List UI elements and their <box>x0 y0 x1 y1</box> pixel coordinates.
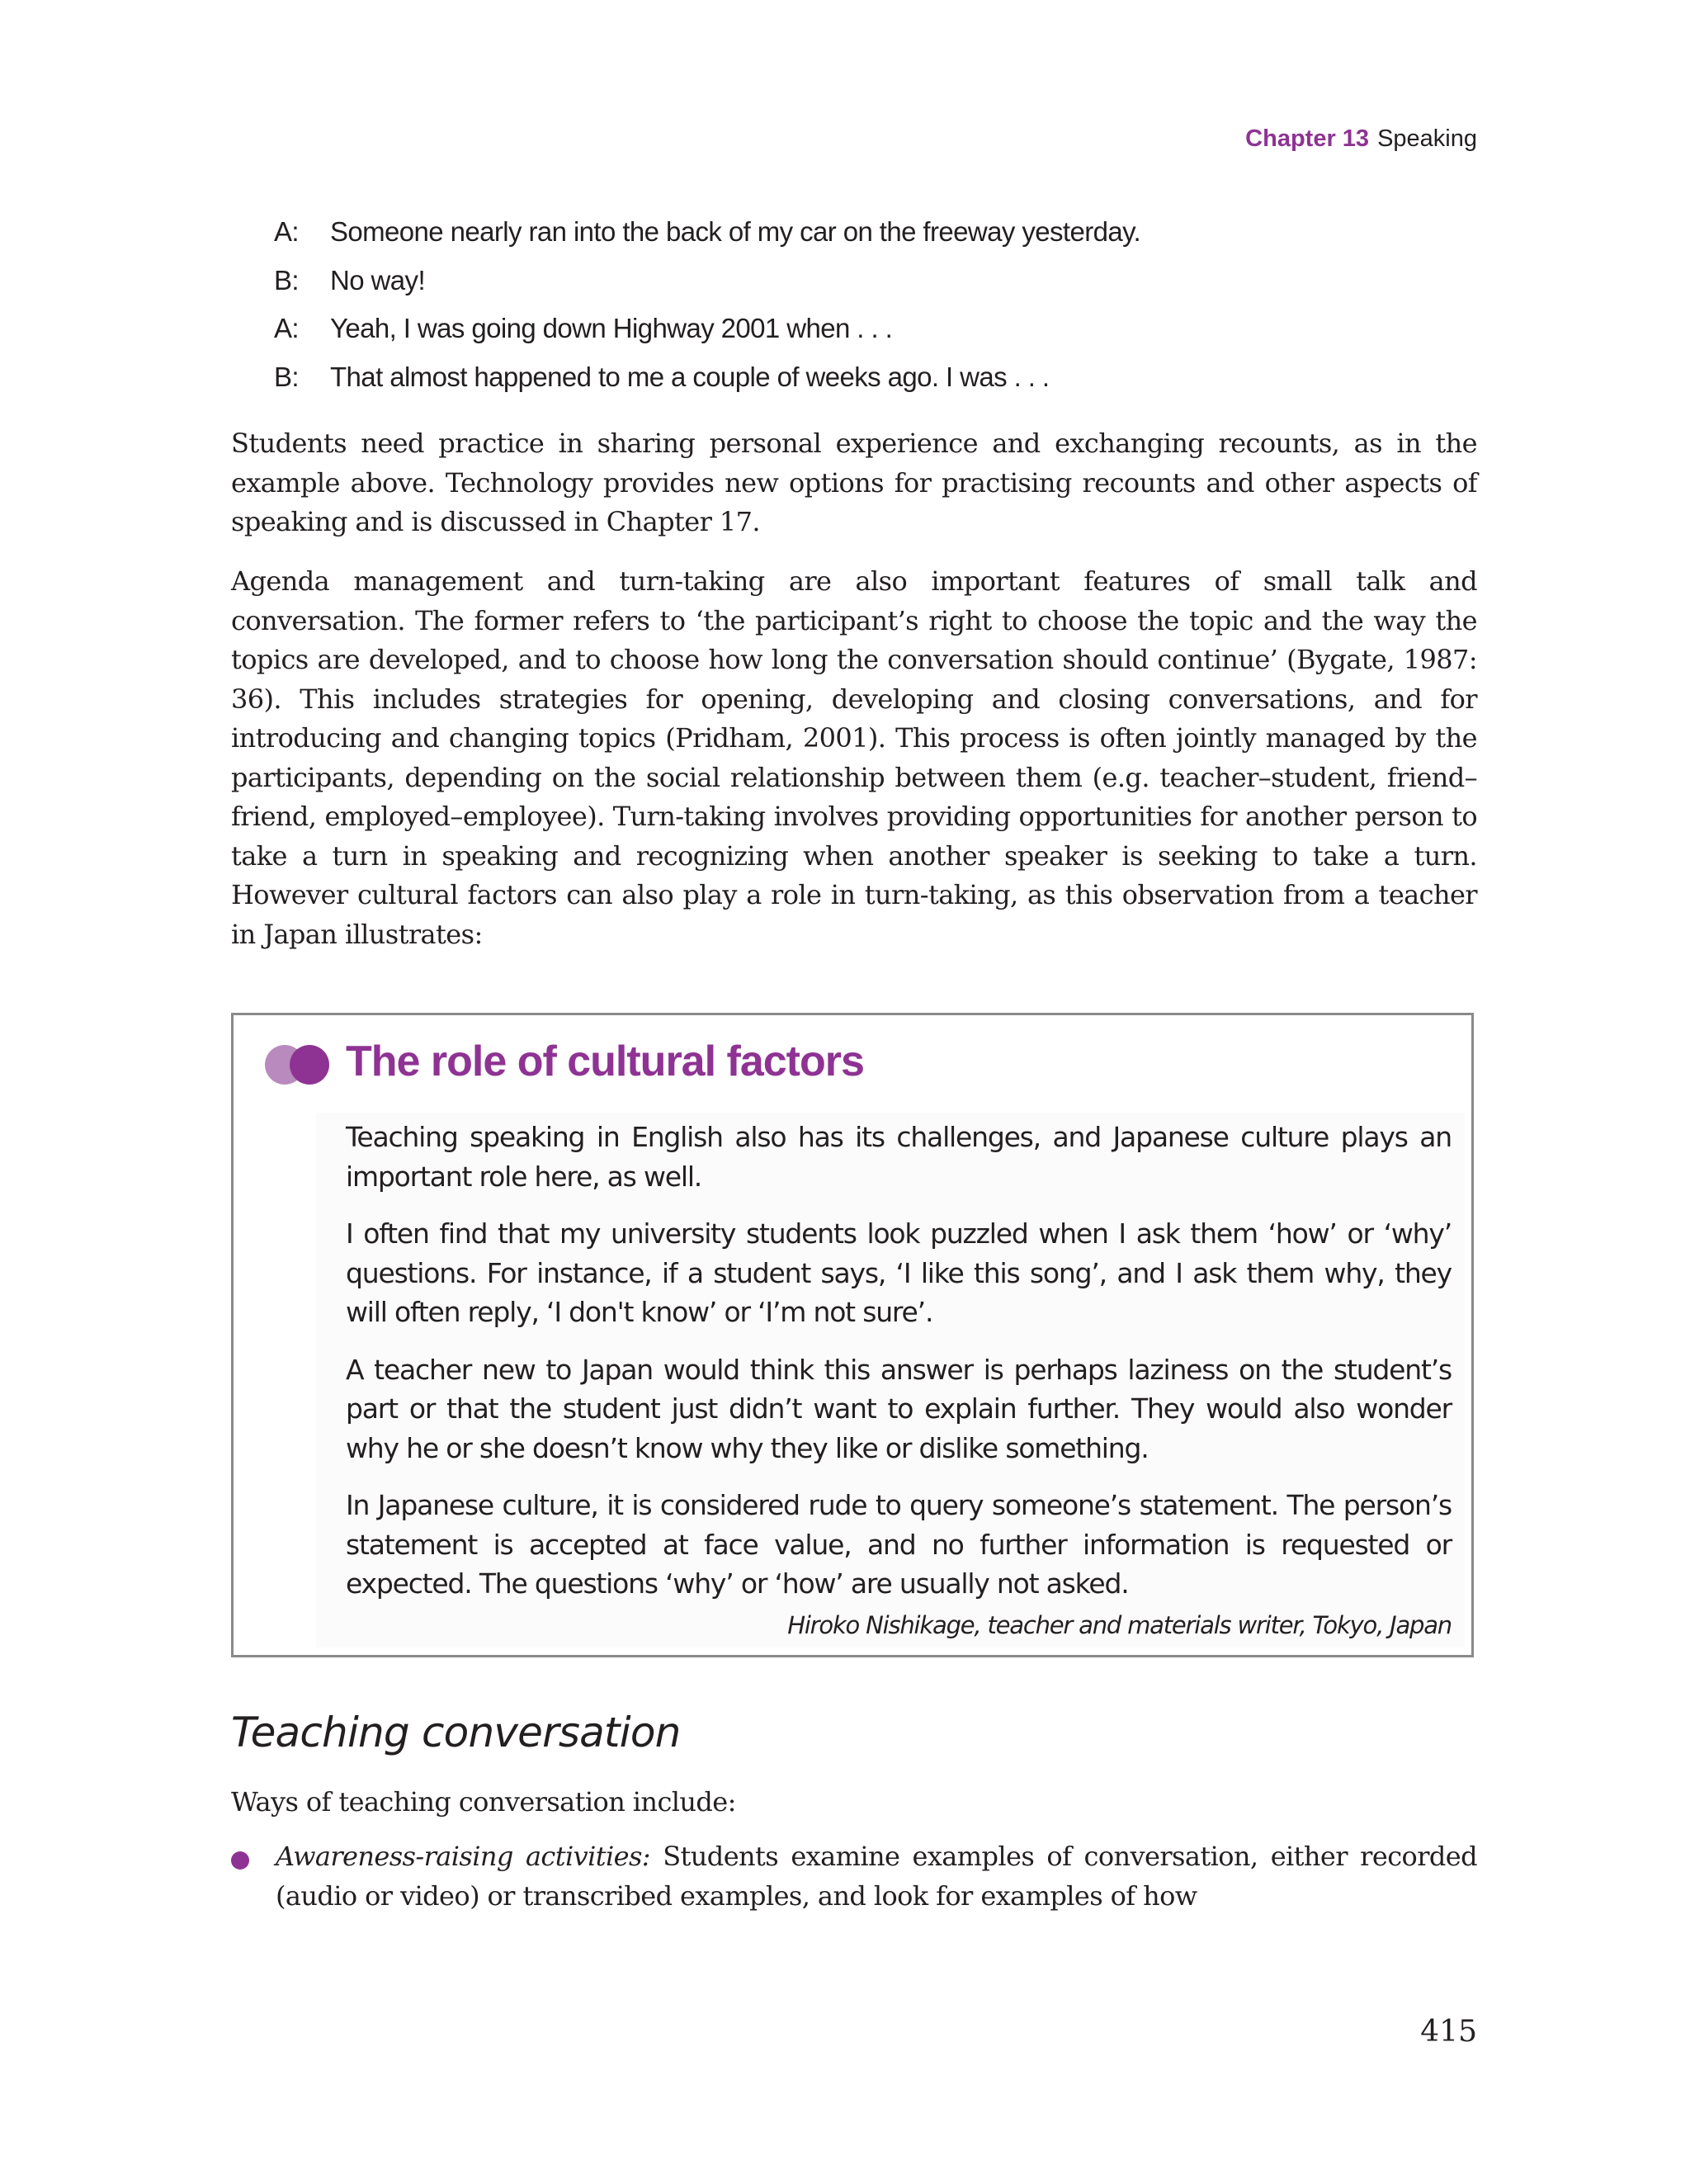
box-paragraph: Teaching speaking in English also has its challenges, and Japanese culture plays an important role here, as well. <box>346 1121 1452 1193</box>
cultural-factors-box <box>231 1013 1474 1657</box>
dialogue-text: No way! <box>330 264 426 295</box>
box-paragraph: I often find that my university students look puzzled when I ask them ‘how’ or ‘why’ questions. For instance, if a student says, ‘I like this song’, and I ask them why, they will often reply, ‘I don't know’ or ‘I’m not sure’. <box>346 1217 1452 1328</box>
speaker-label: B: <box>274 264 299 295</box>
body-paragraph: Agenda management and turn-taking are also important features of small talk and conversation. The former refers to ‘the participant’s right to choose the topic and the way the topics are developed, and to choose how long the conversation should continue’ (Bygate, 1987: 36). This includes strategies for opening, developing and closing conversations, and for introducing and changing topics (Pridham, 2001). This process is often jointly managed by the participants, depending on the social relationship between them (e.g. teacher–student, friend–friend, employed–employee). Turn-taking involves providing opportunities for another person to take a turn in speaking and recognizing when another speaker is seeking to take a turn. However cultural factors can also play a role in turn-taking, as this observation from a teacher in Japan illustrates: <box>231 565 1477 950</box>
dialogue-line <box>274 305 1512 353</box>
section-heading: Teaching conversation <box>231 1709 681 1756</box>
overlapping-circles-icon <box>263 1043 333 1086</box>
running-head <box>1245 125 1477 153</box>
speaker-label: A: <box>274 216 299 248</box>
section-intro: Ways of teaching conversation include: <box>231 1786 736 1818</box>
body-paragraph: Students need practice in sharing personal experience and exchanging recounts, as in the example above. Technology provides new options for practising recounts and other aspects of speaking and is discussed in Chapter 17. <box>231 428 1477 537</box>
bullet-text <box>276 1837 1477 1916</box>
bullet-dot-icon <box>231 1851 249 1870</box>
speaker-label: A: <box>274 313 299 344</box>
page-number: 415 <box>1420 2015 1477 2049</box>
dialogue-text: That almost happened to me a couple of weeks ago. I was . . . <box>330 361 1050 392</box>
bullet-description: Students examine examples of conversation, either recorded (audio or video) or transcribed examples, and look for examples of how <box>276 1841 1478 1912</box>
bullet-term: Awareness-raising activities: <box>276 1841 650 1872</box>
box-body <box>346 1118 1452 1658</box>
dialogue-example <box>274 208 1512 401</box>
box-paragraph: A teacher new to Japan would think this answer is perhaps laziness on the student’s part or that the student just didn’t want to explain further. They would also wonder why he or she doesn’t know why they like or dislike something. <box>346 1353 1452 1464</box>
speaker-label: B: <box>274 361 299 392</box>
box-paragraph: In Japanese culture, it is considered rude to query someone’s statement. The person’s statement is accepted at face value, and no further information is requested or expected. The questions ‘why’ or ‘how’ are usually not asked. <box>346 1489 1452 1600</box>
dialogue-line <box>274 353 1512 402</box>
box-title: The role of cultural factors <box>346 1038 864 1085</box>
dialogue-line <box>274 257 1512 305</box>
list-item <box>231 1837 1477 1916</box>
dialogue-line <box>274 208 1512 257</box>
box-attribution: Hiroko Nishikage, teacher and materials writer, Tokyo, Japan <box>787 1610 1452 1639</box>
dialogue-text: Someone nearly ran into the back of my car on the freeway yesterday. <box>330 216 1141 248</box>
dialogue-text: Yeah, I was going down Highway 2001 when . . . <box>330 313 893 344</box>
chapter-label: Chapter 13 <box>1245 125 1370 152</box>
section-label: Speaking <box>1377 125 1477 152</box>
